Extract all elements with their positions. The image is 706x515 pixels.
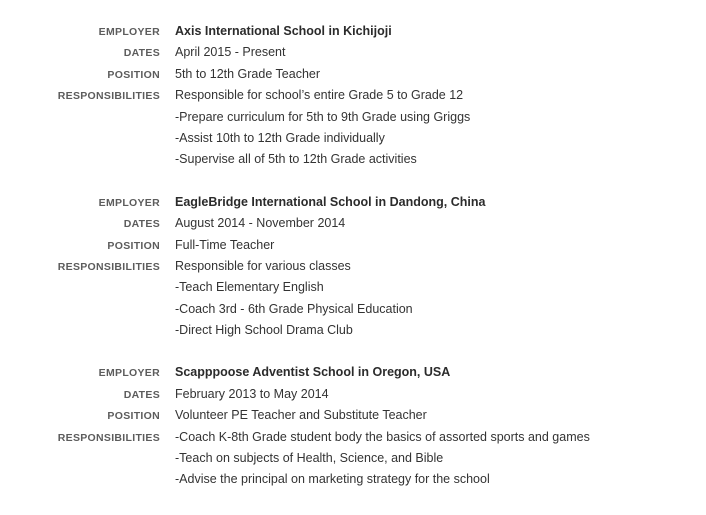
responsibilities-row: [0, 259, 706, 280]
dates-value: April 2015 - Present: [175, 45, 286, 60]
position-value: 5th to 12th Grade Teacher: [175, 66, 321, 81]
employer-name: EagleBridge International School in Dandong, China: [175, 194, 486, 209]
responsibilities-row: [0, 88, 706, 109]
position-label: POSITION: [107, 239, 160, 252]
dates-label: DATES: [123, 47, 160, 60]
responsibility-line: [0, 280, 706, 301]
responsibility-item: -Prepare curriculum for 5th to 9th Grade using Griggs: [175, 109, 471, 124]
responsibility-item: Responsible for school’s entire Grade 5 to Grade 12: [175, 88, 464, 103]
responsibility-line: [0, 131, 706, 152]
dates-row: [0, 216, 706, 237]
dates-value: August 2014 - November 2014: [175, 216, 346, 231]
responsibility-item: -Coach 3rd - 6th Grade Physical Education: [175, 301, 413, 316]
position-label: POSITION: [107, 410, 160, 423]
responsibility-line: [0, 152, 706, 173]
dates-value: February 2013 to May 2014: [175, 386, 329, 401]
responsibility-item: -Advise the principal on marketing strategy for the school: [175, 472, 490, 487]
dates-label: DATES: [123, 218, 160, 231]
position-row: [0, 408, 706, 429]
responsibility-line: [0, 323, 706, 344]
position-label: POSITION: [107, 68, 160, 81]
responsibilities-row: [0, 430, 706, 451]
responsibility-line: [0, 302, 706, 323]
employer-row: [0, 195, 706, 216]
responsibility-item: -Supervise all of 5th to 12th Grade activities: [175, 152, 417, 167]
responsibilities-label: RESPONSIBILITIES: [57, 260, 160, 273]
position-row: [0, 238, 706, 259]
responsibilities-label: RESPONSIBILITIES: [57, 90, 160, 103]
responsibility-line: [0, 110, 706, 131]
responsibility-item: -Assist 10th to 12th Grade individually: [175, 130, 385, 145]
job-entry: [0, 195, 706, 345]
responsibility-item: -Coach K-8th Grade student body the basics of assorted sports and games: [175, 429, 590, 444]
responsibility-line: [0, 451, 706, 472]
position-row: [0, 67, 706, 88]
responsibility-item: -Direct High School Drama Club: [175, 323, 353, 338]
employer-label: EMPLOYER: [98, 196, 160, 209]
employer-name: Scapppoose Adventist School in Oregon, USA: [175, 365, 451, 380]
dates-label: DATES: [123, 388, 160, 401]
employer-label: EMPLOYER: [98, 367, 160, 380]
responsibility-item: -Teach Elementary English: [175, 280, 324, 295]
responsibility-item: -Teach on subjects of Health, Science, and Bible: [175, 451, 444, 466]
dates-row: [0, 387, 706, 408]
position-value: Volunteer PE Teacher and Substitute Teacher: [175, 408, 427, 423]
job-entry: [0, 24, 706, 174]
position-value: Full-Time Teacher: [175, 237, 275, 252]
resume-experience-section: [0, 24, 706, 515]
employer-row: [0, 365, 706, 386]
employer-label: EMPLOYER: [98, 26, 160, 38]
responsibility-line: [0, 472, 706, 493]
employer-name: Axis International School in Kichijoji: [175, 24, 392, 38]
employer-row: [0, 24, 706, 45]
responsibility-item: Responsible for various classes: [175, 258, 351, 273]
responsibilities-label: RESPONSIBILITIES: [57, 431, 160, 444]
job-entry: [0, 365, 706, 493]
dates-row: [0, 45, 706, 66]
